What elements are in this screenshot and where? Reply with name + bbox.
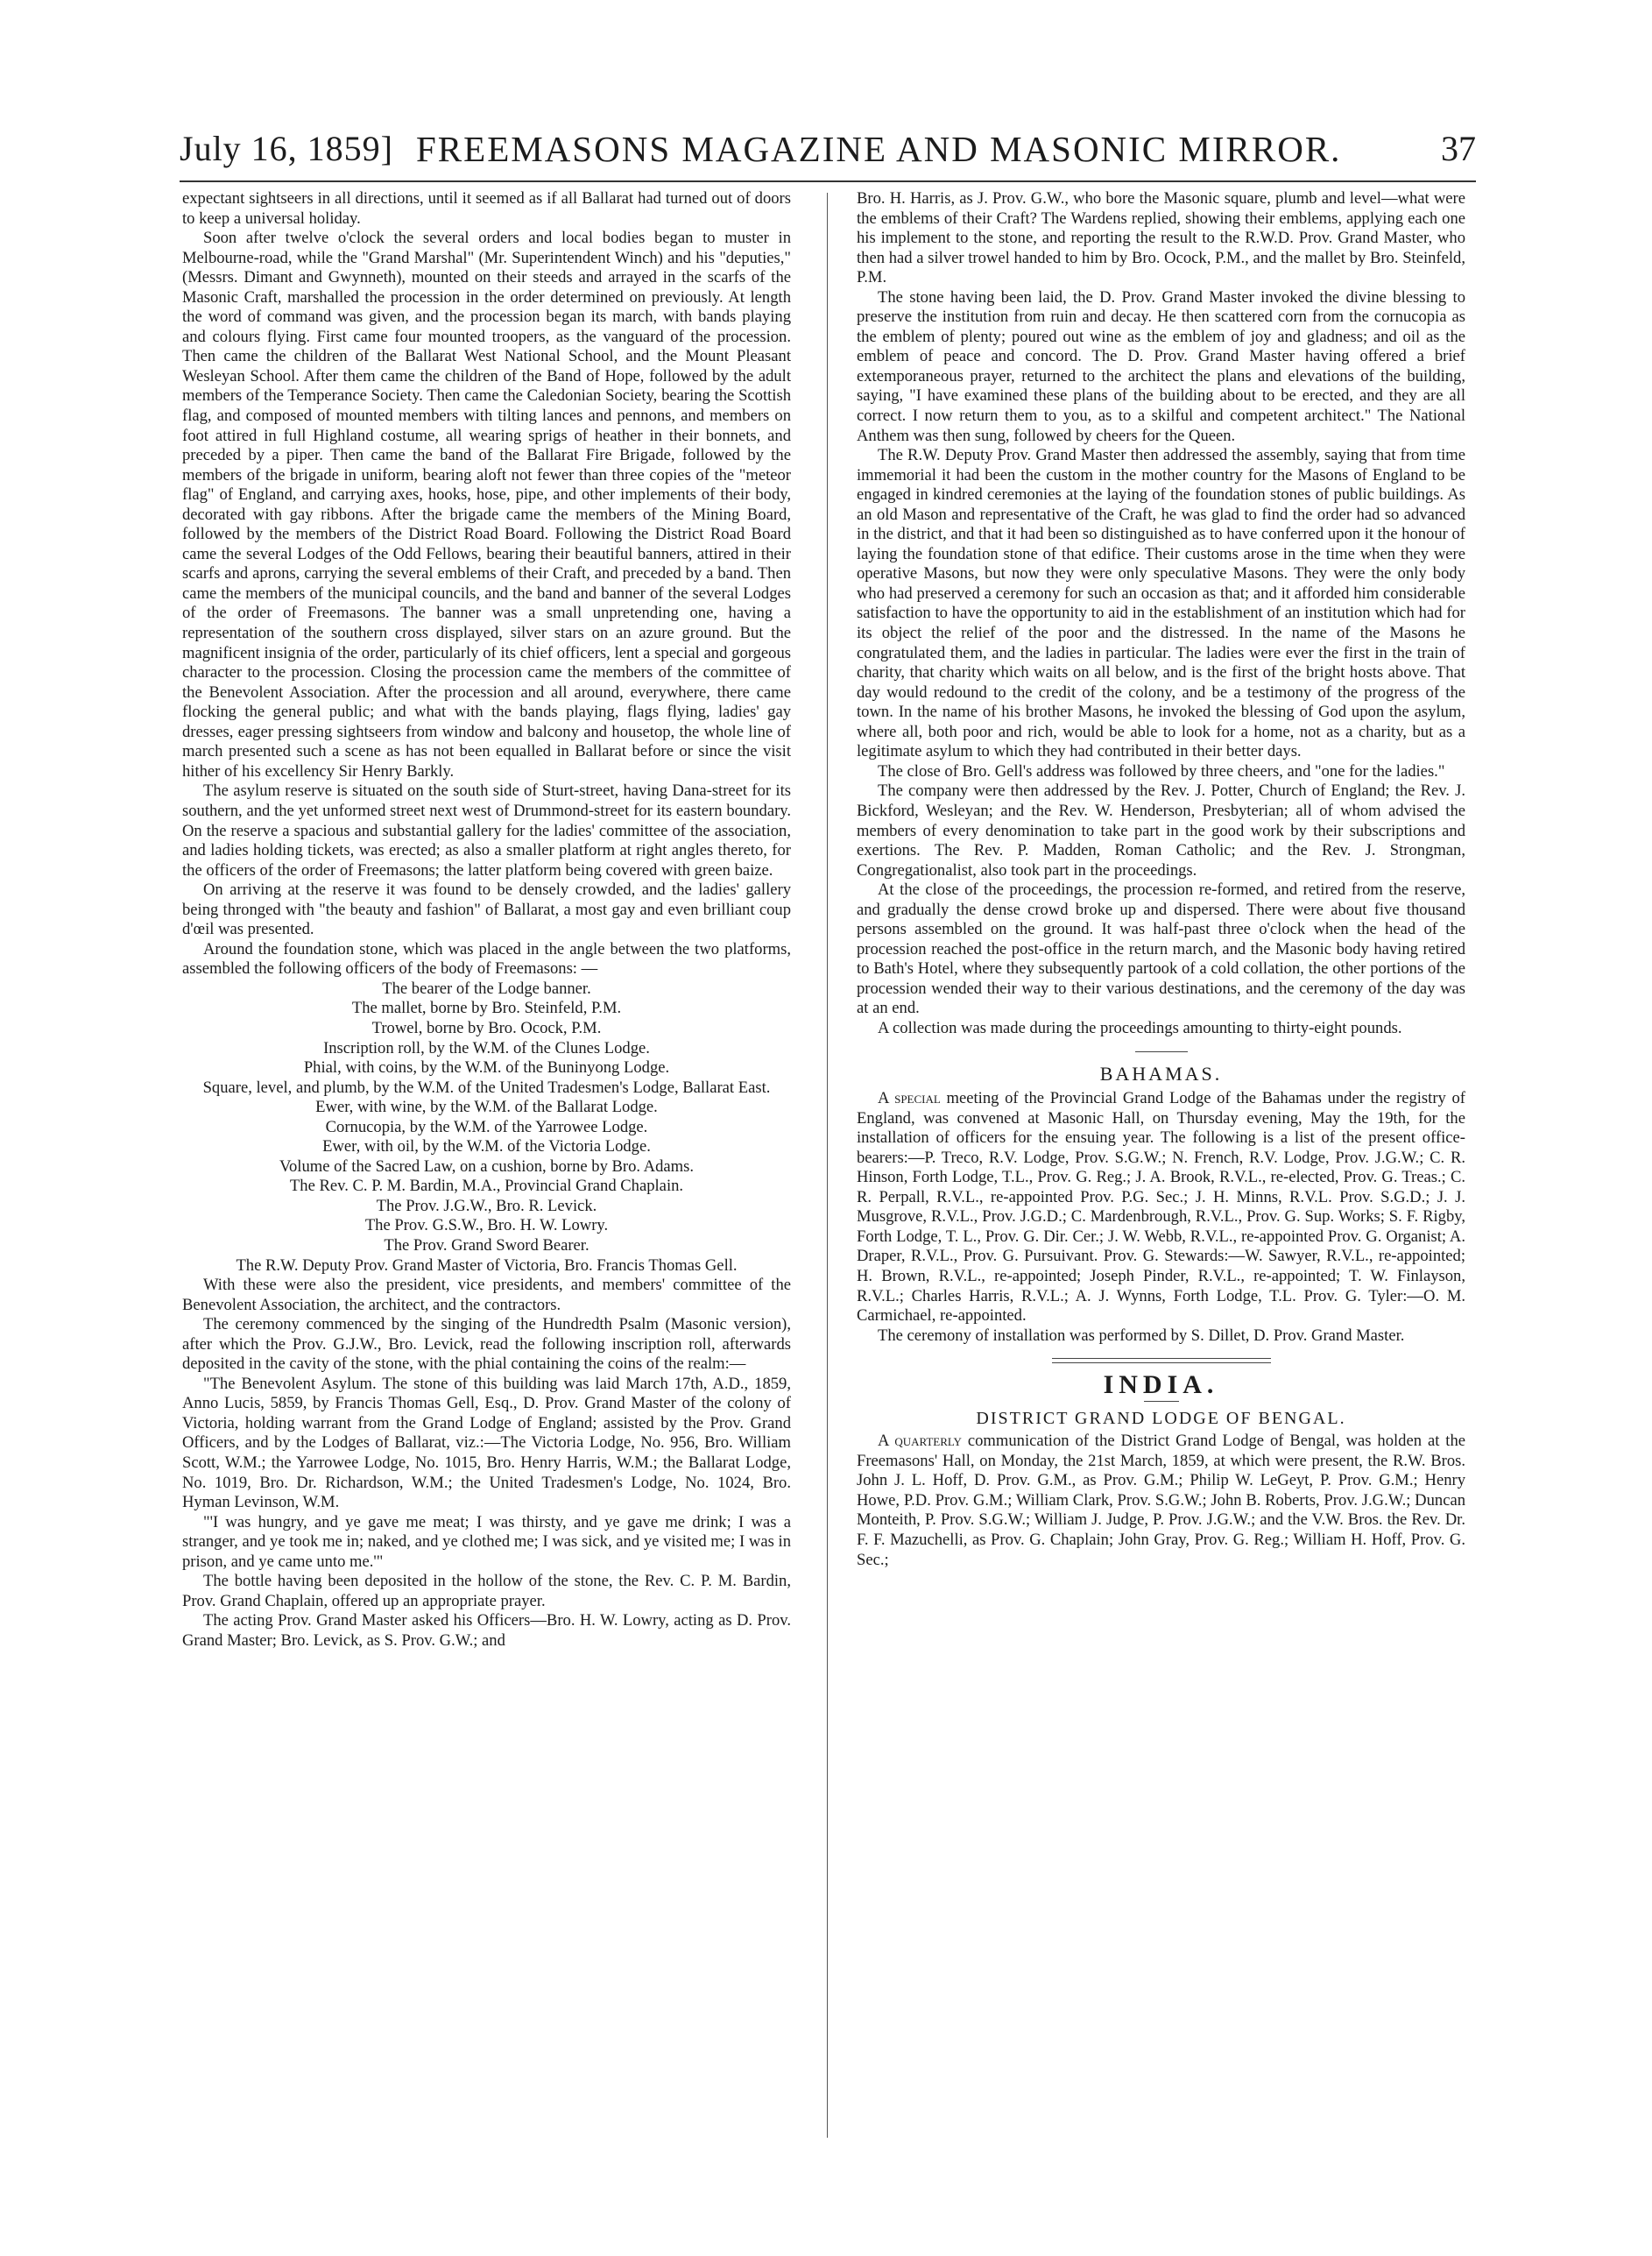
procession-list-item: Ewer, with wine, by the W.M. of the Ballarat Lodge. — [315, 1098, 658, 1117]
lead-in: A special — [878, 1089, 941, 1108]
procession-list-item: Inscription roll, by the W.M. of the Clunes Lodge. — [323, 1038, 650, 1057]
paragraph: expectant sightseers in all directions, until it seemed as if all Ballarat had turned out of doors to keep a universal holiday. — [182, 189, 791, 228]
masthead-title: FREEMASONS MAGAZINE AND MASONIC MIRROR. — [416, 129, 1342, 169]
scripture-quote: "'I was hungry, and ye gave me meat; I was thirsty, and ye gave me drink; I was a stranger, and ye took me in; naked, and ye clothed me; I was sick, and ye visited me; I was in prison, and ye came unto me.'" — [182, 1512, 791, 1571]
paragraph: Soon after twelve o'clock the several orders and local bodies began to muster in Melbourne-road, while the "Grand Marshal" (Mr. Superintendent Winch) and his "deputies," (Messrs. Dimant and Gwynneth), mounted on their steeds and arrayed in the scarfs of the Masonic Craft, marshalled the procession in the order determined on previously. At length the word of command was given, and the procession began its march, with bands playing and colours flying. First came four mounted troopers, as the vanguard of the procession. Then came the children of the Ballarat West National School, and the Mount Pleasant Wesleyan School. After them came the children of the Band of Hope, followed by the adult members of the Temperance Society. Then came the Caledonian Society, bearing the Scottish flag, and composed of mounted members with tilting lances and pennons, and members on foot attired in full Highland costume, all wearing sprigs of heather in their bonnets, and preceded by a piper. Then came the band of the Ballarat Fire Brigade, followed by the members of the brigade in uniform, bearing aloft not fewer than three copies of the "meteor flag" of England, and carrying axes, hooks, hose, pipe, and other implements of their body, decorated with gay ribbons. After the brigade came the members of the Mining Board, followed by the members of the District Road Board. Following the District Road Board came the several Lodges of the Odd Fellows, bearing their beautiful banners, attired in their scarfs and aprons, carrying the several emblems of their Craft, and preceded by a band. Then came the members of the municipal councils, and the band and banner of the several Lodges of the order of Freemasons. The banner was a small unpretending one, having a representation of the southern cross displayed, silver stars on an azure ground. But the magnificent insignia of the order, particularly of its chief officers, lent a special and gorgeous character to the procession. Closing the procession came the members of the committee of the Benevolent Association. After the procession and all around, everywhere, there came flocking the general public; and what with the bands playing, flags flying, ladies' gay dresses, eager pressing sightseers from window and balcony and housetop, the whole line of march presented such a scene as has not been equalled in Ballarat before or since the visit hither of his excellency Sir Henry Barkly. — [182, 229, 791, 781]
section-rule — [1144, 1401, 1179, 1402]
procession-list-item: Square, level, and plumb, by the W.M. of the United Tradesmen's Lodge, Ballarat East. — [202, 1078, 771, 1097]
lead-in: A quarterly — [878, 1432, 962, 1451]
paragraph: The asylum reserve is situated on the south side of Sturt-street, having Dana-street for its southern, and the yet unformed street next west of Drummond-street for its eastern boundary. On the reserve a spacious and substantial gallery for the ladies' committee of the association, and ladies holding tickets, was erected; as also a smaller platform at right angles thereto, for the officers of the order of Freemasons; the latter platform being covered with green baize. — [182, 781, 791, 880]
paragraph: Around the foundation stone, which was placed in the angle between the two platforms, assembled the following officers of the body of Freemasons: — — [182, 939, 791, 979]
paragraph: With these were also the president, vice presidents, and members' committee of the Benevolent Association, the architect, and the contractors. — [182, 1276, 791, 1314]
paragraph: The close of Bro. Gell's address was followed by three cheers, and "one for the ladies." — [878, 761, 1445, 781]
issue-date: July 16, 1859] — [180, 129, 393, 168]
inscription-roll: "The Benevolent Asylum. The stone of this building was laid March 17th, A.D., 1859, Anno Lucis, 5859, by Francis Thomas Gell, Esq., D. Prov. Grand Master of the colony of Victoria, holding warrant from the Grand Lodge of England; assisted by the Prov. Grand Officers, and by the Lodges of Ballarat, viz.:—The Victoria Lodge, No. 956, Bro. William Scott, W.M.; the Yarrowee Lodge, No. 1015, Bro. Henry Harris, W.M.; the Ballarat Lodge, No. 1019, Bro. Dr. Richardson, W.M.; the United Tradesmen's Lodge, No. 1024, Bro. Hyman Levinson, W.M. — [182, 1374, 791, 1512]
procession-list-item: Phial, with coins, by the W.M. of the Buninyong Lodge. — [303, 1058, 670, 1078]
paragraph: At the close of the proceedings, the procession re-formed, and retired from the reserve, and gradually the dense crowd broke up and dispersed. There were about five thousand persons assembled on the ground. It was half-past three o'clock when the head of the procession reached the post-office in the return march, and the Masonic body having retired to Bath's Hotel, where they subsequently partook of a cold collation, the other portions of the procession wended their way to their various destinations, and the ceremony of the day was at an end. — [857, 880, 1465, 1018]
procession-list-item: The Prov. G.S.W., Bro. H. W. Lowry. — [364, 1216, 609, 1235]
double-rule — [1052, 1358, 1271, 1363]
paragraph: The bottle having been deposited in the hollow of the stone, the Rev. C. P. M. Bardin, Prov. Grand Chaplain, offered up an appropriate prayer. — [182, 1572, 791, 1610]
paragraph: The stone having been laid, the D. Prov. Grand Master invoked the divine blessing to preserve the institution from ruin and decay. He then scattered corn from the cornucopia as the emblem of plenty; poured out wine as the emblem of joy and gladness; and oil as the emblem of peace and concord. The D. Prov. Grand Master having offered a brief extemporaneous prayer, returned to the architect the plans and elevations of the building, saying, "I have examined these plans of the building about to be erected, and they are all correct. I now return them to you, as to a skilful and competent architect." The National Anthem was then sung, followed by cheers for the Queen. — [857, 287, 1465, 445]
india-heading: INDIA. — [1103, 1370, 1219, 1400]
paragraph — [857, 1432, 1465, 1570]
bengal-heading: DISTRICT GRAND LODGE OF BENGAL. — [976, 1408, 1346, 1428]
paragraph: A collection was made during the proceedings amounting to thirty-eight pounds. — [878, 1018, 1402, 1037]
paragraph: The R.W. Deputy Prov. Grand Master then addressed the assembly, saying that from time immemorial it had been the custom in the mother country for the Masons of England to be engaged in kindred ceremonies at the laying of the foundation stones of public buildings. As an old Mason and representative of the Craft, he was glad to find the order had so advanced in the district, and that it had been so distinguished as to have conferred upon it the honour of laying the foundation stone of that edifice. Their customs arose in the time when they were operative Masons, but now they were only speculative Masons. They were the only body who had preserved a ceremony for such an occasion as that; and it afforded him considerable satisfaction to have the opportunity to aid in the establishment of an institution which had for its object the relief of the poor and the distressed. In the name of the Masons he congratulated them, and the ladies in particular. The ladies were ever the first in the train of charity, that charity which waits on all below, and is the first of the bright hosts above. That day would redound to the credit of the colony, and be a testimony of the progress of the town. In the name of his brother Masons, he invoked the blessing of God upon the asylum, where all, both poor and rich, would be able to look for a home, not as a charity, but as a legitimate asylum to which they had contributed in their better days. — [857, 446, 1465, 761]
procession-list-item: The R.W. Deputy Prov. Grand Master of Victoria, Bro. Francis Thomas Gell. — [236, 1255, 738, 1275]
paragraph: The acting Prov. Grand Master asked his Officers—Bro. H. W. Lowry, acting as D. Prov. Grand Master; Bro. Levick, as S. Prov. G.W.; and — [182, 1611, 791, 1650]
procession-list-item: Cornucopia, by the W.M. of the Yarrowee Lodge. — [325, 1117, 648, 1136]
section-rule — [1135, 1051, 1188, 1052]
paragraph: On arriving at the reserve it was found to be densely crowded, and the ladies' gallery being thronged with "the beauty and fashion" of Ballarat, a most gay and even brilliant coup d'œil was presented. — [182, 880, 791, 939]
header-rule — [180, 180, 1476, 182]
procession-list-item: The mallet, borne by Bro. Steinfeld, P.M. — [351, 999, 622, 1018]
column-divider — [827, 193, 828, 2138]
procession-list-item: The Rev. C. P. M. Bardin, M.A., Provincial Grand Chaplain. — [289, 1177, 684, 1196]
procession-list-item: Trowel, borne by Bro. Ocock, P.M. — [371, 1018, 602, 1037]
paragraph: The ceremony of installation was performed by S. Dillet, D. Prov. Grand Master. — [878, 1326, 1405, 1345]
procession-list-item: Volume of the Sacred Law, on a cushion, borne by Bro. Adams. — [279, 1156, 694, 1176]
right-column — [857, 189, 1465, 1570]
procession-list-item: The bearer of the Lodge banner. — [382, 979, 591, 998]
paragraph: The ceremony commenced by the singing of the Hundredth Psalm (Masonic version), after which the Prov. G.J.W., Bro. Levick, read the following inscription roll, afterwards deposited in the cavity of the stone, with the phial containing the coins of the realm:— — [182, 1315, 791, 1374]
page-header — [180, 128, 1476, 180]
bengal-text: communication of the District Grand Lodge of Bengal, was holden at the Freemasons' Hall, on Monday, the 21st March, 1859, at which were present, the R.W. Bros. John J. L. Hoff, D. Prov. G.M., as Prov. G.M.; Philip W. LeGeyt, P. Prov. G.M.; Henry Howe, P.D. Prov. G.M.; William Clark, Prov. S.G.W.; John B. Roberts, Prov. J.G.W.; Duncan Monteith, P. Prov. S.G.W.; William J. Judge, P. Prov. J.G.W.; and the V.W. Bros. the Rev. Dr. F. F. Mazuchelli, as Prov. G. Chaplain; John Gray, Prov. G. Reg.; William H. Hoff, Prov. G. Sec.; — [857, 1432, 1465, 1569]
paragraph: Bro. H. Harris, as J. Prov. G.W., who bore the Masonic square, plumb and level—what were the emblems of their Craft? The Wardens replied, showing their emblems, applying each one his implement to the stone, and reporting the result to the R.W.D. Prov. Grand Master, who then had a silver trowel handed to him by Bro. Ocock, P.M., and the mallet by Bro. Steinfeld, P.M. — [857, 189, 1465, 287]
paragraph: The company were then addressed by the Rev. J. Potter, Church of England; the Rev. J. Bickford, Wesleyan; and the Rev. W. Henderson, Presbyterian; all of whom advised the members of every denomination to take part in the good work by their subscriptions and exertions. The Rev. P. Madden, Roman Catholic; and the Rev. J. Strongman, Congregationalist, also took part in the proceedings. — [857, 781, 1465, 880]
procession-list-item: The Prov. Grand Sword Bearer. — [384, 1235, 589, 1255]
page-number: 37 — [1441, 129, 1476, 168]
paragraph — [857, 1089, 1465, 1326]
left-column — [182, 189, 791, 1651]
procession-list-item: Ewer, with oil, by the W.M. of the Victoria Lodge. — [322, 1137, 651, 1156]
procession-list-item: The Prov. J.G.W., Bro. R. Levick. — [376, 1196, 597, 1215]
bahamas-heading: BAHAMAS. — [1099, 1062, 1223, 1085]
bahamas-text: meeting of the Provincial Grand Lodge of the Bahamas under the registry of England, was convened at Masonic Hall, on Thursday evening, May the 19th, for the installation of officers for the ensuing year. The following is a list of the present office-bearers:—P. Treco, R.V. Lodge, Prov. S.G.W.; N. French, R.V. Lodge, Prov. J.G.W.; C. R. Hinson, Forth Lodge, T.L., Prov. G. Reg.; J. A. Brook, R.V.L., re-elected, Prov. G. Treas.; C. R. Perpall, R.V.L., re-appointed Prov. P.G. Sec.; J. H. Minns, R.V.L. Prov. S.G.D.; J. J. Musgrove, R.V.L., Prov. J.G.D.; C. Mardenbrough, R.V.L., Prov. G. Sup. Works; S. F. Rigby, Forth Lodge, T. L., Prov. G. Dir. Cer.; J. W. Webb, R.V.L., re-appointed Prov. G. Organist; A. Draper, R.V.L., Prov. G. Pursuivant. Prov. G. Stewards:—W. Sawyer, R.V.L., re-appointed; H. Brown, R.V.L., re-appointed; Joseph Pinder, R.V.L., re-appointed; T. W. Finlayson, R.V.L.; Charles Harris, R.V.L.; A. J. Wynns, Forth Lodge, T.L. Prov. G. Tyler:—O. M. Carmichael, re-appointed. — [857, 1089, 1465, 1326]
